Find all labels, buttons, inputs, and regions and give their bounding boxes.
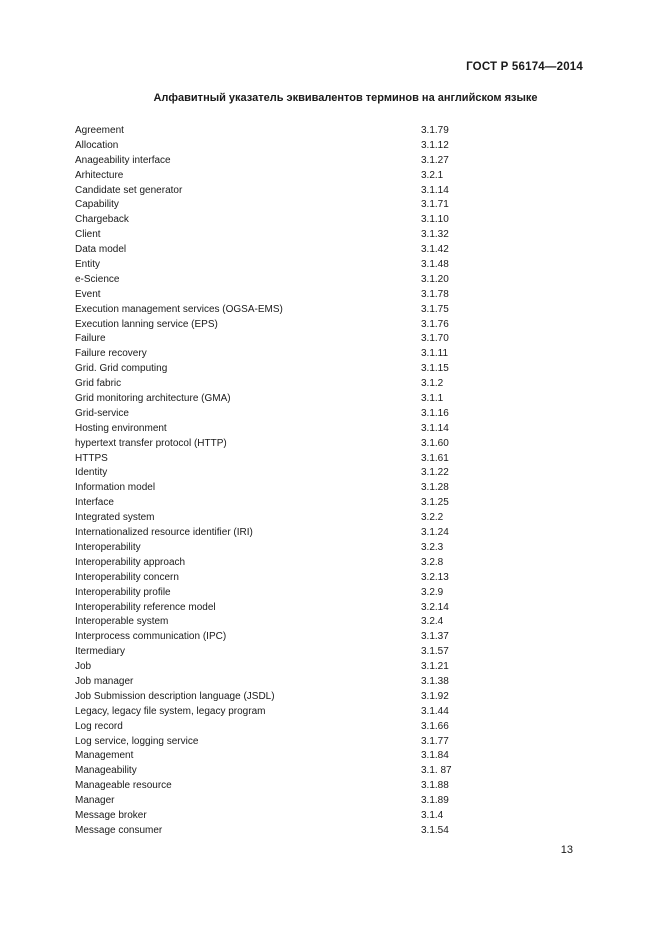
entry-reference: 3.1.42	[421, 244, 449, 256]
entry-reference: 3.1.79	[421, 125, 449, 136]
entry-term: Job manager	[75, 675, 134, 687]
entry-term: Data model	[75, 244, 127, 256]
index-entry	[75, 243, 495, 258]
entry-term: Manageable resource	[75, 780, 172, 792]
index-entry	[75, 377, 495, 392]
index-entry	[75, 466, 495, 481]
standard-designation: ГОСТ Р 56174—2014	[466, 61, 583, 73]
entry-term: Interoperability reference model	[75, 601, 216, 613]
entry-reference: 3.1.37	[421, 631, 449, 643]
index-entry	[75, 601, 495, 616]
index-entry	[75, 705, 495, 720]
entry-term: Integrated system	[75, 512, 155, 524]
index-entry	[75, 198, 495, 213]
entry-reference: 3.1.78	[421, 288, 449, 300]
index-entry	[75, 228, 495, 243]
entry-term: Itermediary	[75, 646, 126, 658]
entry-term: Interface	[75, 497, 114, 509]
entry-term: Event	[75, 288, 101, 300]
entry-term: Execution management services (OGSA-EMS)	[75, 303, 283, 315]
entry-reference: 3.1. 87	[421, 765, 452, 777]
entry-term: Interoperable system	[75, 616, 169, 628]
entry-term: Grid-service	[75, 407, 129, 419]
entry-reference: 3.2.3	[421, 541, 444, 553]
entry-reference: 3.2.14	[421, 601, 449, 613]
entry-term: hypertext transfer protocol (HTTP)	[75, 437, 227, 449]
entry-term: Job	[75, 661, 92, 673]
entry-reference: 3.1.76	[421, 318, 449, 330]
entry-reference: 3.1.75	[421, 303, 449, 315]
entry-reference: 3.1.60	[421, 437, 449, 449]
entry-reference: 3.1.61	[421, 452, 449, 464]
entry-reference: 3.2.2	[421, 512, 444, 524]
entry-term: HTTPS	[75, 452, 108, 464]
entry-term: Manager	[75, 795, 115, 807]
index-entry	[75, 526, 495, 541]
entry-term: Legacy, legacy file system, legacy program	[75, 705, 266, 717]
entry-reference: 3.1.14	[421, 422, 449, 434]
entry-term: Job Submission description language (JSDL)	[75, 690, 275, 702]
entry-reference: 3.1.48	[421, 259, 449, 271]
index-entry	[75, 556, 495, 571]
index-entry	[75, 124, 495, 139]
index-entry	[75, 496, 495, 511]
index-entry	[75, 422, 495, 437]
entry-term: Log record	[75, 720, 123, 732]
entry-reference: 3.2.1	[421, 169, 444, 181]
index-entry	[75, 332, 495, 347]
entry-reference: 3.1.84	[421, 750, 449, 762]
index-entry	[75, 392, 495, 407]
entry-reference: 3.1.2	[421, 378, 444, 390]
entry-reference: 3.1.21	[421, 661, 449, 673]
entry-term: Manageability	[75, 765, 137, 777]
entry-term: Interoperability profile	[75, 586, 171, 598]
entry-term: Interoperability approach	[75, 556, 186, 568]
entry-reference: 3.1.22	[421, 467, 449, 479]
index-entry	[75, 303, 495, 318]
index-entry	[75, 437, 495, 452]
entry-term: e-Science	[75, 273, 120, 285]
index-entry	[75, 511, 495, 526]
index-entry	[75, 139, 495, 154]
entry-term: Message consumer	[75, 824, 163, 836]
entry-term: Internationalized resource identifier (IRI)	[75, 527, 253, 539]
entry-term: Candidate set generator	[75, 184, 183, 196]
entry-term: Log service, logging service	[75, 735, 199, 747]
entry-reference: 3.2.13	[421, 571, 449, 583]
entry-reference: 3.1.20	[421, 273, 449, 285]
index-entry	[75, 318, 495, 333]
entry-term: Message broker	[75, 809, 147, 821]
entry-term: Agreement	[75, 125, 124, 136]
entry-term: Execution lanning service (EPS)	[75, 318, 218, 330]
index-entry	[75, 273, 495, 288]
entry-term: Grid monitoring architecture (GMA)	[75, 393, 231, 405]
entry-term: Allocation	[75, 139, 119, 151]
index-entry	[75, 720, 495, 735]
index-entry	[75, 571, 495, 586]
index-entry	[75, 630, 495, 645]
entry-reference: 3.1.54	[421, 824, 449, 836]
index-entry	[75, 347, 495, 362]
index-entry	[75, 735, 495, 750]
entry-term: Interprocess communication (IPC)	[75, 631, 227, 643]
index-entry	[75, 586, 495, 601]
entry-reference: 3.1.27	[421, 154, 449, 166]
entry-reference: 3.1.10	[421, 214, 449, 226]
entry-reference: 3.1.14	[421, 184, 449, 196]
entry-term: Interoperability concern	[75, 571, 179, 583]
index-entry	[75, 824, 495, 839]
entry-reference: 3.1.89	[421, 795, 449, 807]
index-entry	[75, 615, 495, 630]
entry-term: Management	[75, 750, 134, 762]
index-entry	[75, 169, 495, 184]
entry-term: Entity	[75, 259, 101, 271]
entry-term: Interoperability	[75, 541, 141, 553]
entry-reference: 3.2.4	[421, 616, 444, 628]
entry-reference: 3.1.88	[421, 780, 449, 792]
entry-term: Information model	[75, 482, 156, 494]
index-entry	[75, 660, 495, 675]
index-entry	[75, 407, 495, 422]
entry-reference: 3.1.38	[421, 675, 449, 687]
entry-reference: 3.1.15	[421, 363, 449, 375]
entry-reference: 3.1.4	[421, 809, 444, 821]
index-entry	[75, 258, 495, 273]
entry-reference: 3.2.9	[421, 586, 444, 598]
index-entry	[75, 749, 495, 764]
index-entry	[75, 675, 495, 690]
entry-term: Capability	[75, 199, 119, 211]
entry-term: Identity	[75, 467, 108, 479]
index-entry	[75, 794, 495, 809]
entry-term: Failure recovery	[75, 348, 147, 360]
index-entry	[75, 541, 495, 556]
entry-reference: 3.1.28	[421, 482, 449, 494]
entry-term: Failure	[75, 333, 106, 345]
entry-term: Client	[75, 229, 101, 241]
entry-term: Chargeback	[75, 214, 129, 226]
index-entry	[75, 481, 495, 496]
entry-reference: 3.1.12	[421, 139, 449, 151]
page-title: Алфавитный указатель эквивалентов терминов на английском языке	[153, 92, 538, 104]
entry-reference: 3.2.8	[421, 556, 444, 568]
index-entry	[75, 362, 495, 377]
entry-term: Grid fabric	[75, 378, 122, 390]
entry-reference: 3.1.32	[421, 229, 449, 241]
index-entry	[75, 690, 495, 705]
index-entry	[75, 452, 495, 467]
entry-reference: 3.1.16	[421, 407, 449, 419]
entry-reference: 3.1.24	[421, 527, 449, 539]
entry-term: Grid. Grid computing	[75, 363, 168, 375]
entry-reference: 3.1.57	[421, 646, 449, 658]
entry-term: Arhitecture	[75, 169, 124, 181]
index-entry	[75, 645, 495, 660]
entry-reference: 3.1.71	[421, 199, 449, 211]
page-number: 13	[560, 844, 573, 856]
index-entry	[75, 154, 495, 169]
entry-reference: 3.1.44	[421, 705, 449, 717]
entry-term: Anageability interface	[75, 154, 171, 166]
entry-reference: 3.1.66	[421, 720, 449, 732]
index-entry	[75, 213, 495, 228]
entry-reference: 3.1.11	[421, 348, 449, 360]
index-entry	[75, 184, 495, 199]
entry-reference: 3.1.1	[421, 393, 444, 405]
term-index-list	[75, 124, 495, 839]
index-entry	[75, 288, 495, 303]
entry-reference: 3.1.77	[421, 735, 449, 747]
entry-reference: 3.1.92	[421, 690, 449, 702]
index-entry	[75, 809, 495, 824]
entry-reference: 3.1.70	[421, 333, 449, 345]
entry-term: Hosting environment	[75, 422, 167, 434]
entry-reference: 3.1.25	[421, 497, 449, 509]
index-entry	[75, 764, 495, 779]
index-entry	[75, 779, 495, 794]
